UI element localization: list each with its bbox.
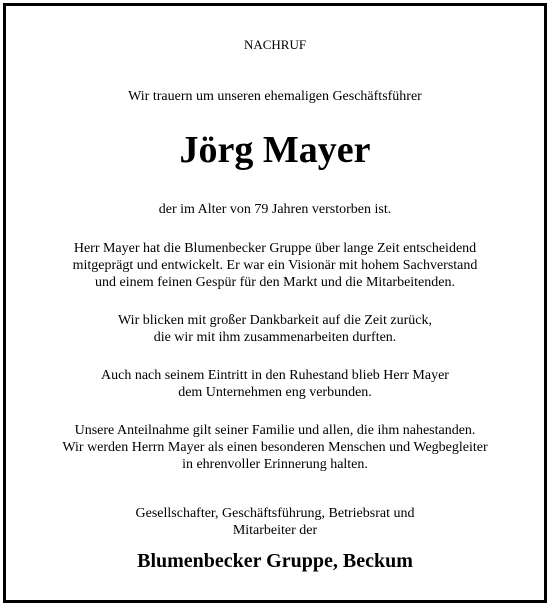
deceased-name: Jörg Mayer (179, 129, 371, 171)
paragraph-line: und einem feinen Gespür für den Markt und die Mitarbeitenden. (94, 275, 455, 290)
age-line: der im Alter von 79 Jahren verstorben ist. (158, 202, 392, 217)
paragraph-line: Herr Mayer hat die Blumenbecker Gruppe über lange Zeit entscheidend (73, 241, 477, 256)
notice-heading: NACHRUF (243, 37, 307, 52)
company-name: Blumenbecker Gruppe, Beckum (137, 550, 413, 572)
paragraph-line: Wir werden Herrn Mayer als einen besonderen Menschen und Wegbegleiter (62, 440, 488, 455)
paragraph-line: Wir blicken mit großer Dankbarkeit auf die Zeit zurück, (118, 313, 432, 328)
paragraph-line: die wir mit ihm zusammenarbeiten durften. (153, 330, 397, 345)
paragraph-line: mitgeprägt und entwickelt. Er war ein Visionär mit hohem Sachverstand (72, 258, 478, 273)
signature-line: Gesellschafter, Geschäftsführung, Betriebsrat und (135, 506, 415, 521)
intro-line: Wir trauern um unseren ehemaligen Geschäftsführer (128, 89, 422, 104)
paragraph-line: in ehrenvoller Erinnerung halten. (182, 457, 368, 472)
obituary-notice (3, 3, 547, 603)
signature-line: Mitarbeiter der (232, 523, 318, 538)
paragraph-line: dem Unternehmen eng verbunden. (178, 385, 372, 400)
paragraph-line: Auch nach seinem Eintritt in den Ruhestand blieb Herr Mayer (101, 368, 449, 383)
paragraph-line: Unsere Anteilnahme gilt seiner Familie und allen, die ihm nahestanden. (74, 423, 476, 438)
